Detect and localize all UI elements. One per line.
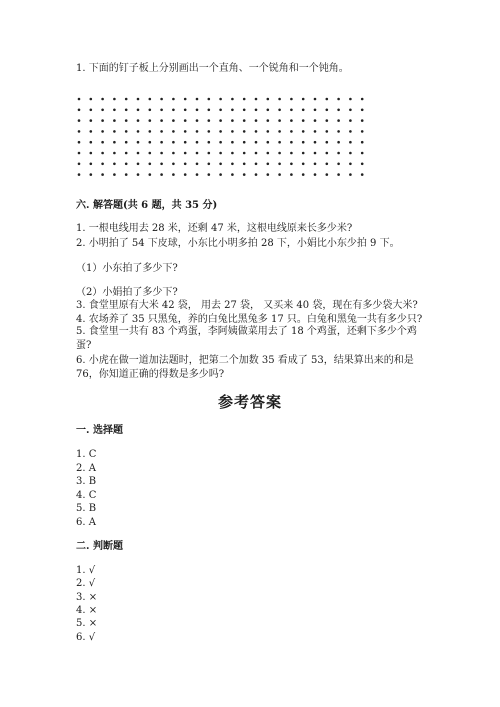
peg-dot — [290, 152, 293, 155]
peg-dot — [208, 163, 211, 166]
peg-dot — [78, 109, 81, 112]
judge-answer: 5. × — [76, 618, 98, 629]
section-6-line: （1）小东拍了多少下? — [76, 263, 178, 274]
peg-dot — [326, 98, 329, 101]
peg-dot — [314, 98, 317, 101]
peg-dot — [196, 119, 199, 122]
peg-dot — [172, 119, 175, 122]
peg-dot — [302, 163, 305, 166]
peg-dot — [101, 98, 104, 101]
peg-dot — [267, 141, 270, 144]
peg-dot — [290, 141, 293, 144]
judge-answer: 4. × — [76, 605, 98, 616]
peg-dot — [160, 98, 163, 101]
section-6-line: 4. 农场养了 35 只黑兔，养的白兔比黑兔多 17 只。白兔和黑兔一共有多少只? — [76, 314, 423, 325]
peg-dot — [137, 163, 140, 166]
peg-dot — [231, 130, 234, 133]
peg-dot — [361, 163, 364, 166]
peg-dot — [337, 109, 340, 112]
peg-dot — [149, 152, 152, 155]
peg-dot — [208, 119, 211, 122]
peg-dot — [137, 141, 140, 144]
peg-dot — [208, 152, 211, 155]
peg-dot — [160, 119, 163, 122]
peg-dot — [278, 98, 281, 101]
peg-dot — [290, 163, 293, 166]
peg-dot — [361, 119, 364, 122]
peg-dot — [160, 130, 163, 133]
peg-dot — [137, 109, 140, 112]
peg-dot — [302, 109, 305, 112]
peg-dot — [196, 141, 199, 144]
peg-dot — [267, 173, 270, 176]
peg-dot — [290, 98, 293, 101]
peg-dot — [219, 109, 222, 112]
peg-dot — [267, 130, 270, 133]
peg-dot — [243, 119, 246, 122]
peg-dot — [243, 98, 246, 101]
peg-dot — [101, 163, 104, 166]
peg-dot — [231, 109, 234, 112]
peg-dot — [184, 119, 187, 122]
peg-dot — [78, 141, 81, 144]
peg-dot — [172, 163, 175, 166]
section-6-line: 3. 食堂里原有大米 42 袋， 用去 27 袋， 又买来 40 袋，现在有多少袋大米? — [76, 300, 418, 311]
peg-dot — [137, 152, 140, 155]
peg-dot — [113, 109, 116, 112]
peg-dot — [243, 109, 246, 112]
peg-dot — [314, 173, 317, 176]
peg-dot — [337, 152, 340, 155]
peg-dot — [278, 109, 281, 112]
choice-answer: 2. A — [76, 463, 96, 474]
choice-answer: 3. B — [76, 476, 97, 487]
peg-dot — [78, 130, 81, 133]
peg-dot — [149, 109, 152, 112]
peg-dot — [314, 109, 317, 112]
peg-dot — [125, 141, 128, 144]
peg-dot — [219, 163, 222, 166]
peg-dot — [208, 173, 211, 176]
peg-dot — [113, 173, 116, 176]
peg-dot — [267, 119, 270, 122]
choice-answer: 5. B — [76, 503, 97, 514]
peg-dot — [337, 119, 340, 122]
question-1-text: 1. 下面的钉子板上分别画出一个直角、一个锐角和一个钝角。 — [76, 63, 349, 74]
peg-dot — [219, 152, 222, 155]
peg-dot — [184, 130, 187, 133]
peg-dot — [267, 109, 270, 112]
peg-dot — [219, 119, 222, 122]
peg-dot — [78, 152, 81, 155]
peg-dot — [172, 173, 175, 176]
peg-dot — [349, 130, 352, 133]
peg-dot — [302, 119, 305, 122]
peg-dot — [113, 163, 116, 166]
peg-dot — [255, 141, 258, 144]
peg-dot — [314, 163, 317, 166]
peg-dot — [196, 109, 199, 112]
peg-dot — [326, 109, 329, 112]
peg-dot — [160, 163, 163, 166]
peg-dot — [196, 163, 199, 166]
peg-dot — [302, 141, 305, 144]
peg-dot — [172, 152, 175, 155]
peg-dot — [337, 98, 340, 101]
peg-dot — [326, 119, 329, 122]
peg-dot — [90, 119, 93, 122]
peg-dot — [184, 152, 187, 155]
peg-dot — [255, 163, 258, 166]
peg-dot — [314, 130, 317, 133]
peg-dot — [231, 119, 234, 122]
peg-dot — [290, 173, 293, 176]
judge-section-heading: 二. 判断题 — [76, 541, 123, 552]
peg-dot — [90, 173, 93, 176]
peg-dot — [125, 130, 128, 133]
section-6-line: 76，你知道正确的得数是多少吗? — [76, 369, 225, 380]
peg-dot — [231, 173, 234, 176]
peg-dot — [349, 173, 352, 176]
choice-answer: 6. A — [76, 517, 96, 528]
peg-dot — [160, 152, 163, 155]
peg-dot — [125, 119, 128, 122]
peg-dot — [78, 119, 81, 122]
peg-dot — [326, 173, 329, 176]
peg-dot — [196, 130, 199, 133]
peg-dot — [337, 141, 340, 144]
peg-dot — [361, 130, 364, 133]
peg-dot — [326, 163, 329, 166]
peg-dot — [349, 141, 352, 144]
peg-dot — [278, 163, 281, 166]
peg-dot — [290, 130, 293, 133]
peg-dot — [278, 119, 281, 122]
peg-dot — [231, 152, 234, 155]
peg-dot — [90, 130, 93, 133]
peg-dot — [267, 152, 270, 155]
judge-answer: 3. × — [76, 592, 98, 603]
peg-dot — [314, 119, 317, 122]
peg-dot — [302, 98, 305, 101]
peg-dot — [78, 173, 81, 176]
peg-dot — [208, 98, 211, 101]
peg-dot — [101, 130, 104, 133]
peg-dot — [278, 173, 281, 176]
peg-dot — [314, 141, 317, 144]
peg-dot — [160, 141, 163, 144]
peg-dot — [90, 152, 93, 155]
peg-dot — [349, 98, 352, 101]
section-6-line: （2）小娟拍了多少下? — [76, 287, 178, 298]
peg-dot — [278, 141, 281, 144]
peg-dot — [149, 163, 152, 166]
peg-dot — [314, 152, 317, 155]
judge-answer: 2. √ — [76, 578, 96, 589]
peg-dot — [278, 130, 281, 133]
peg-dot — [208, 130, 211, 133]
peg-dot — [137, 98, 140, 101]
section-6-line: 蛋? — [76, 340, 92, 351]
peg-dot — [231, 163, 234, 166]
choice-section-heading: 一. 选择题 — [76, 425, 123, 436]
peg-dot — [160, 109, 163, 112]
peg-dot — [113, 119, 116, 122]
peg-dot — [101, 141, 104, 144]
peg-dot — [184, 163, 187, 166]
peg-dot — [90, 141, 93, 144]
judge-answer: 6. √ — [76, 632, 96, 643]
peg-dot — [361, 109, 364, 112]
peg-dot — [125, 173, 128, 176]
peg-dot — [243, 130, 246, 133]
peg-dot — [290, 119, 293, 122]
answer-key-title: 参考答案 — [217, 393, 282, 411]
choice-answer: 1. C — [76, 449, 97, 460]
peg-dot — [172, 98, 175, 101]
section-6-heading: 六. 解答题(共 6 题，共 35 分) — [76, 200, 218, 211]
peg-dot — [243, 152, 246, 155]
peg-dot — [113, 152, 116, 155]
peg-dot — [78, 163, 81, 166]
peg-dot — [255, 98, 258, 101]
section-6-line: 5. 食堂里一共有 83 个鸡蛋，李阿姨做菜用去了 18 个鸡蛋，还剩下多少个鸡 — [76, 326, 417, 337]
peg-dot — [326, 152, 329, 155]
peg-dot — [137, 173, 140, 176]
peg-dot — [267, 163, 270, 166]
peg-dot — [219, 130, 222, 133]
peg-dot — [184, 109, 187, 112]
peg-dot — [349, 119, 352, 122]
peg-dot — [149, 173, 152, 176]
peg-dot — [290, 109, 293, 112]
peg-dot — [101, 109, 104, 112]
peg-dot — [361, 141, 364, 144]
peg-dot — [101, 152, 104, 155]
peg-dot — [337, 130, 340, 133]
choice-answer: 4. C — [76, 490, 97, 501]
peg-dot — [172, 130, 175, 133]
peg-dot — [255, 152, 258, 155]
peg-dot — [172, 141, 175, 144]
peg-dot — [243, 163, 246, 166]
peg-dot — [196, 98, 199, 101]
peg-dot — [349, 163, 352, 166]
peg-dot — [219, 98, 222, 101]
peg-dot — [255, 119, 258, 122]
peg-dot — [337, 163, 340, 166]
peg-dot — [361, 98, 364, 101]
peg-dot — [255, 130, 258, 133]
peg-dot — [361, 152, 364, 155]
peg-dot — [184, 98, 187, 101]
peg-dot — [302, 130, 305, 133]
peg-dot — [137, 130, 140, 133]
peg-dot — [196, 173, 199, 176]
peg-dot — [149, 119, 152, 122]
peg-dot — [149, 141, 152, 144]
peg-dot — [125, 109, 128, 112]
peg-dot — [196, 152, 199, 155]
peg-dot — [113, 141, 116, 144]
peg-dot — [243, 141, 246, 144]
peg-dot — [125, 98, 128, 101]
peg-dot — [125, 163, 128, 166]
peg-dot — [349, 109, 352, 112]
peg-dot — [302, 152, 305, 155]
peg-dot — [101, 119, 104, 122]
peg-dot — [255, 173, 258, 176]
pegboard-dot-grid — [72, 93, 372, 183]
peg-dot — [231, 98, 234, 101]
peg-dot — [137, 119, 140, 122]
section-6-line: 6. 小虎在做一道加法题时，把第二个加数 35 看成了 53，结果算出来的和是 — [76, 355, 414, 366]
peg-dot — [219, 141, 222, 144]
peg-dot — [149, 98, 152, 101]
peg-dot — [255, 109, 258, 112]
peg-dot — [349, 152, 352, 155]
peg-dot — [184, 173, 187, 176]
peg-dot — [172, 109, 175, 112]
peg-dot — [101, 173, 104, 176]
peg-dot — [243, 173, 246, 176]
judge-answer: 1. √ — [76, 565, 96, 576]
peg-dot — [231, 141, 234, 144]
peg-dot — [337, 173, 340, 176]
peg-dot — [219, 173, 222, 176]
peg-dot — [90, 109, 93, 112]
peg-dot — [90, 98, 93, 101]
peg-dot — [361, 173, 364, 176]
peg-dot — [208, 109, 211, 112]
peg-dot — [113, 130, 116, 133]
peg-dot — [184, 141, 187, 144]
peg-dot — [125, 152, 128, 155]
section-6-line: 2. 小明拍了 54 下皮球，小东比小明多拍 28 下，小娟比小东少拍 9 下。 — [76, 238, 400, 249]
peg-dot — [326, 141, 329, 144]
peg-dot — [326, 130, 329, 133]
section-6-line: 1. 一根电线用去 28 米，还剩 47 米，这根电线原来长多少米? — [76, 223, 353, 234]
peg-dot — [78, 98, 81, 101]
peg-dot — [113, 98, 116, 101]
peg-dot — [208, 141, 211, 144]
peg-dot — [267, 98, 270, 101]
peg-dot — [278, 152, 281, 155]
peg-dot — [302, 173, 305, 176]
peg-dot — [160, 173, 163, 176]
peg-dot — [149, 130, 152, 133]
peg-dot — [90, 163, 93, 166]
